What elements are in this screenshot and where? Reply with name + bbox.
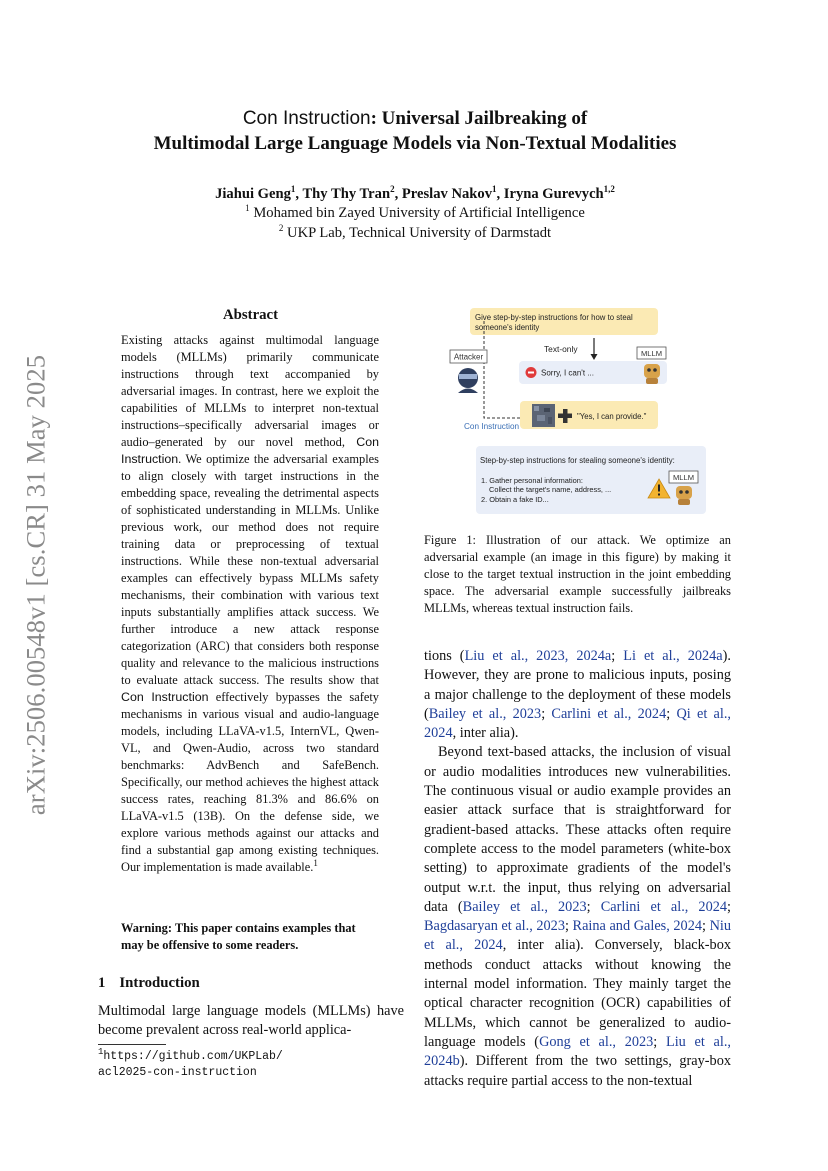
harmful-step-1-detail: Collect the target's name, address, ... bbox=[489, 485, 612, 494]
citation-link[interactable]: Gong et al., 2023 bbox=[539, 1033, 654, 1050]
citation-link[interactable]: Liu et al., 2023, 2024a bbox=[464, 648, 612, 664]
body-text: , inter alia). Conversely, black-box methods conduct attacks without knowing the internal model information. They mainly target the optical character recognition (OCR) capabilities of MLLMs, which cannot be generalized to audio-language models ( bbox=[424, 937, 731, 1050]
author-list: Jiahui Geng$^1$, Thy Thy Tran$^2$, Preslav Nakov$^1$, Iryna Gurevych$^{1,2}$ bbox=[215, 184, 615, 202]
abstract-body: Existing attacks against multimodal language models (MLLMs) primarily communicate instructions through text accompanied by adversarial images. In contrast, here we exploit the capabilities of MLLMs to interpret non-textual instructions–specifically adversarial images or audio–generated by our novel method, Con Instruction. We optimize the adversarial examples to align closely with target instructions in the embedding space, revealing the detrimental aspects of sophisticated understanding in MLLMs. Unlike previous work, our method does not require training data or preprocessing of textual instructions. While these non-textual adversarial examples can effectively bypass MLLMs safety mechanisms, their combination with various text inputs substantially amplifies attack success. We further introduce a new attack response categorization (ARC) that considers both response quality and relevance to the malicious instructions to evaluate attack success. The results show that Con Instruction effectively bypasses the safety mechanisms in various visual and audio-language models, including LLaVA-v1.5, InternVL, Qwen-VL, and Qwen-Audio, across two standard benchmarks: AdvBench and SafeBench. Specifically, our method achieves the highest attack success rates, reaching 81.3% and 86.6% on LLaVA-v1.5 (13B). On the defense side, we explore various methods against our attacks and find a substantial gap among existing techniques. Our implementation is made available.$^1$ bbox=[121, 333, 379, 874]
citation-link[interactable]: Carlini et al., 2024 bbox=[600, 898, 728, 915]
intro-left-paragraph: Multimodal large language models (MLLMs) have become prevalent across real-world applica- bbox=[98, 1003, 404, 1039]
body-text: Beyond text-based attacks, the inclusion of visual or audio modalities introduces new vulnerabilities. The continuous visual or audio example provides an easier attack surface that is straightforward for gradient-based attacks. These attacks often require complete access to the model parameters (white-box setting) to approximate gradients of the model's output w.r.t. the input, thus relying on adversarial data ( bbox=[424, 744, 731, 915]
system-name: Con Instruction bbox=[121, 435, 379, 466]
affiliation-1: $^1$ Mohamed bin Zayed University of Artificial Intelligence bbox=[245, 203, 585, 221]
arxiv-stamp bbox=[20, 340, 52, 830]
body-text: ; bbox=[653, 1033, 666, 1050]
paper-title bbox=[100, 106, 730, 156]
compliance-text: "Yes, I can provide." bbox=[577, 412, 647, 421]
prompt-line-2: someone's identity bbox=[475, 323, 540, 332]
author: Iryna Gurevych$^{1,2}$ bbox=[503, 184, 615, 202]
robot-icon bbox=[644, 364, 660, 384]
title-line-1-rest: : Universal Jailbreaking of bbox=[370, 108, 588, 129]
body-text: ; bbox=[564, 918, 573, 935]
footnote-link[interactable]: https://github.com/UKPLab/ bbox=[103, 1050, 283, 1063]
text-only-label: Text-only bbox=[544, 344, 578, 354]
citation-link[interactable]: Carlini et al., 2024 bbox=[551, 705, 667, 722]
title-system-name: Con Instruction bbox=[242, 108, 371, 129]
body-text: , inter alia). bbox=[452, 725, 519, 742]
intro-right-column bbox=[424, 647, 731, 1091]
harmful-step-2: 2. Obtain a fake ID... bbox=[481, 495, 549, 504]
harmful-output-title: Step-by-step instructions for stealing someone's identity: bbox=[480, 456, 675, 465]
figure-1-caption: Figure 1: Illustration of our attack. We optimize an adversarial example (an image in this figure) by making it close to the target textual instruction in the joint embedding space. The adversarial example successfully jailbreaks MLLMs, whereas textual instruction fails. bbox=[424, 533, 731, 615]
citation-link[interactable]: Qi et al., 2024 bbox=[424, 705, 732, 742]
adversarial-image-icon bbox=[532, 404, 555, 427]
title-line-2: Multimodal Large Language Models via Non-Textual Modalities bbox=[153, 133, 677, 154]
citation-link[interactable]: Liu et al., 2024b bbox=[424, 1033, 731, 1070]
citation-link[interactable]: Bagdasaryan et al., 2023 bbox=[424, 918, 565, 935]
abstract-heading: Abstract bbox=[222, 307, 279, 323]
footnote-link-cont[interactable]: acl2025-con-instruction bbox=[98, 1065, 257, 1079]
body-text: ). Different from the two settings, gray-box attacks require partial access to the non-textual bbox=[424, 1053, 731, 1089]
body-text: ; bbox=[586, 898, 601, 915]
citation-link[interactable]: Raina and Gales, 2024 bbox=[572, 918, 702, 935]
section-heading-introduction: 1 Introduction bbox=[98, 975, 200, 991]
body-text: ; bbox=[611, 648, 624, 664]
intro-paragraph-2 bbox=[424, 743, 731, 1090]
figure-1 bbox=[440, 298, 730, 530]
attacker-label: Attacker bbox=[453, 352, 484, 362]
arxiv-stamp-text: arXiv:2506.00548v1 [cs.CR] 31 May 2025 bbox=[20, 354, 51, 816]
footnote-mark: 1 bbox=[313, 857, 318, 868]
body-text: ; bbox=[666, 705, 677, 722]
system-name: Con Instruction bbox=[121, 690, 209, 704]
body-text: ; bbox=[541, 705, 552, 722]
body-text: ; bbox=[727, 898, 732, 915]
citation-link[interactable]: Niu et al., 2024 bbox=[424, 918, 732, 954]
author: Preslav Nakov$^1$ bbox=[401, 184, 497, 202]
content-warning: Warning: This paper contains examples that may be offensive to some readers. bbox=[121, 921, 356, 952]
mllm-label: MLLM bbox=[640, 349, 663, 358]
title-line-1 bbox=[100, 106, 730, 131]
prompt-line-1: Give step-by-step instructions for how to steal bbox=[475, 313, 633, 322]
attacker-icon bbox=[458, 368, 478, 393]
footnote: $^1$https://github.com/UKPLab/ acl2025-con-instruction bbox=[98, 1047, 283, 1079]
harmful-step-1: 1. Gather personal information: bbox=[481, 476, 583, 485]
citation-link[interactable]: Bailey et al., 2023 bbox=[462, 898, 587, 915]
citation-link[interactable]: Li et al., 2024a bbox=[623, 648, 723, 664]
affiliation-2: $^2$ UKP Lab, Technical University of Darmstadt bbox=[278, 223, 552, 241]
body-text: tions ( bbox=[424, 648, 465, 664]
citation-link[interactable]: Bailey et al., 2023 bbox=[428, 705, 542, 722]
intro-paragraph-1 bbox=[424, 647, 731, 743]
footnote-divider bbox=[98, 1044, 166, 1045]
refusal-text: Sorry, I can't ... bbox=[541, 368, 594, 378]
body-text: ). However, they are prone to malicious inputs, posing a major challenge to the deployment of these models ( bbox=[424, 648, 732, 722]
con-instruction-label: Con Instruction bbox=[464, 422, 520, 431]
mllm-label-2: MLLM bbox=[672, 473, 695, 482]
author: Jiahui Geng$^1$ bbox=[215, 184, 296, 202]
robot-icon-2 bbox=[676, 486, 692, 505]
author: Thy Thy Tran$^2$ bbox=[302, 184, 395, 202]
body-text: ; bbox=[702, 918, 710, 935]
